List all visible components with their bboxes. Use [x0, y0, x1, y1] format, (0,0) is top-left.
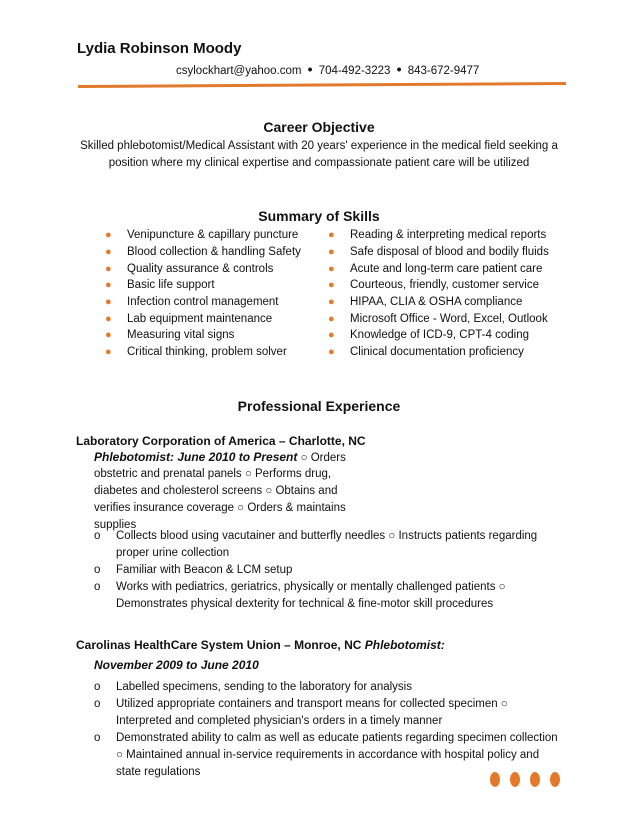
skill-item: ● Critical thinking, problem solver: [105, 346, 287, 359]
bullet-icon: ●: [328, 312, 335, 325]
job2-company-line: [76, 638, 445, 652]
skill-item: ● Lab equipment maintenance: [105, 312, 273, 325]
dot-icon: [510, 772, 520, 787]
bullet-icon: ●: [328, 346, 335, 359]
bullet-icon: ●: [328, 329, 335, 342]
bullet-icon: ●: [105, 296, 112, 309]
job2-role: Phlebotomist:: [364, 638, 445, 652]
bullet-icon: ●: [105, 329, 112, 342]
bullet-icon: ●: [105, 246, 112, 259]
list-item: o Familiar with Beacon & LCM setup: [94, 564, 293, 576]
bullet-icon: ●: [105, 229, 112, 242]
bullet-icon: ●: [328, 279, 335, 292]
skills-list: [0, 227, 638, 367]
objective-text: Skilled phlebotomist/Medical Assistant with 20 years' experience in the medical field seeking a position where my clinical expertise and compassionate patient care will be utilized: [80, 140, 558, 169]
dot-icon: [550, 772, 560, 787]
skills-right-column: [328, 227, 549, 361]
bullet-icon: ●: [105, 279, 112, 292]
list-item: o Demonstrated ability to calm as well as educate patients regarding specimen collection ○ Maintained annual in-service requirements in accordance with hospital policy and state regulations: [94, 732, 558, 778]
bullet-icon: ●: [105, 346, 112, 359]
skill-item: ● Acute and long-term care patient care: [328, 262, 543, 275]
job1-role: Phlebotomist: June 2010 to Present: [94, 450, 298, 464]
list-item: o Works with pediatrics, geriatrics, physically or mentally challenged patients ○ Demonstrates physical dexterity for technical & fine-motor skill procedures: [94, 581, 506, 610]
skill-item: ● Venipuncture & capillary puncture: [105, 229, 299, 242]
list-item: o Collects blood using vacutainer and butterfly needles ○ Instructs patients regarding proper urine collection: [94, 530, 538, 559]
skill-item: ● Safe disposal of blood and bodily fluids: [328, 246, 549, 259]
bullet-icon: ●: [105, 262, 112, 275]
dot-icon: [530, 772, 540, 787]
phone-secondary: 843-672-9477: [407, 65, 480, 77]
phone-primary: 704-492-3223: [318, 65, 391, 77]
job1-duties: [91, 528, 561, 613]
job2-duties: [91, 679, 561, 781]
job2-company: Carolinas HealthCare System Union – Monroe, NC: [76, 638, 362, 652]
bullet-icon: ●: [328, 296, 335, 309]
bullet-icon: ●: [328, 246, 335, 259]
objective-heading: Career Objective: [263, 119, 375, 135]
skill-item: ● Quality assurance & controls: [105, 262, 274, 275]
skill-item: ● Knowledge of ICD-9, CPT-4 coding: [328, 329, 529, 342]
skill-item: ● Microsoft Office - Word, Excel, Outlook: [328, 312, 548, 325]
skill-item: ● Measuring vital signs: [105, 329, 235, 342]
resume-name: Lydia Robinson Moody: [77, 40, 242, 57]
skill-item: ● Infection control management: [105, 296, 279, 309]
job1-company: Laboratory Corporation of America – Charlotte, NC: [76, 434, 366, 448]
skill-item: ● Clinical documentation proficiency: [328, 346, 524, 359]
header-divider: [78, 82, 566, 88]
skill-item: ● Reading & interpreting medical reports: [328, 229, 547, 242]
skill-item: ● HIPAA, CLIA & OSHA compliance: [328, 296, 523, 309]
email: csylockhart@yahoo.com: [176, 65, 302, 77]
job1-inline-text: obstetric and prenatal panels ○ Performs drug, diabetes and cholesterol screens ○ Obtains and verifies insurance coverage ○ Orders & maintains supplies: [94, 468, 346, 531]
skill-item: ● Courteous, friendly, customer service: [328, 279, 539, 292]
dot-icon: [490, 772, 500, 787]
skills-heading: Summary of Skills: [258, 208, 380, 224]
bullet-icon: ●: [328, 229, 335, 242]
separator-dot: •: [307, 61, 313, 77]
footer-decoration: [490, 772, 560, 787]
skill-item: ● Blood collection & handling Safety: [105, 246, 301, 259]
job2-dates: November 2009 to June 2010: [94, 658, 259, 672]
contact-line: [176, 61, 479, 77]
bullet-icon: ●: [105, 312, 112, 325]
list-item: o Utilized appropriate containers and transport means for collected specimen ○ Interpreted and completed physician's orders in a timely manner: [94, 698, 508, 727]
bullet-icon: ●: [328, 262, 335, 275]
job1-role-line: Phlebotomist: June 2010 to Present ○ Orders: [94, 450, 346, 464]
separator-dot: •: [396, 61, 402, 77]
skills-left-column: [105, 227, 301, 361]
list-item: o Labelled specimens, sending to the laboratory for analysis: [94, 681, 412, 693]
skill-item: ● Basic life support: [105, 279, 215, 292]
experience-heading: Professional Experience: [237, 398, 401, 414]
